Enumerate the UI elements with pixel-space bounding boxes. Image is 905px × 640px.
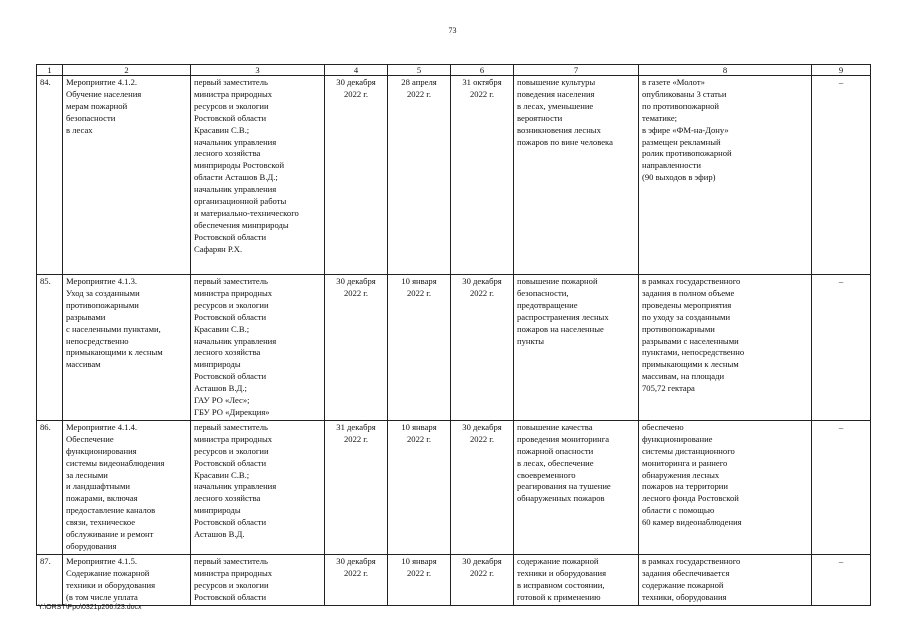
row-number: 87. <box>37 554 63 605</box>
column-header: 5 <box>388 65 451 76</box>
responsible-cell: первый заместитель министра природных ресурсов и экологии Ростовской области Красавин С.В.; начальник управления лесного хозяйства минприроды Ростовской области Асташов В.Д. <box>191 420 325 554</box>
table-row <box>37 76 871 275</box>
row-number: 86. <box>37 420 63 554</box>
column-header: 6 <box>451 65 514 76</box>
row-number: 84. <box>37 76 63 275</box>
measure-cell: Мероприятие 4.1.4. Обеспечение функционирования системы видеонаблюдения за лесными и ландшафтными пожарами, включая предоставление каналов связи, техническое обслуживание и ремонт оборудования <box>63 420 191 554</box>
column-header: 1 <box>37 65 63 76</box>
measure-cell: Мероприятие 4.1.3. Уход за созданными противопожарными разрывами с населенными пунктами, непосредственно примыкающими к лесным массивам <box>63 275 191 421</box>
column-header: 7 <box>514 65 639 76</box>
responsible-cell: первый заместитель министра природных ресурсов и экологии Ростовской области <box>191 554 325 605</box>
planned-date-cell: 30 декабря 2022 г. <box>325 76 388 275</box>
responsible-cell: первый заместитель министра природных ресурсов и экологии Ростовской области Красавин С.В.; начальник управления лесного хозяйства минприроды Ростовской области Асташов В.Д.; ГАУ РО «Лес»; ГБУ РО «Дирекция» <box>191 275 325 421</box>
planned-date-cell: 30 декабря 2022 г. <box>325 554 388 605</box>
result-cell: повышение культуры поведения населения в лесах, уменьшение вероятности возникновения лесных пожаров по вине человека <box>514 76 639 275</box>
result-cell: повышение пожарной безопасности, предотвращение распространения лесных пожаров на населенные пункты <box>514 275 639 421</box>
planned-date-cell: 30 декабря 2022 г. <box>325 275 388 421</box>
note-cell: – <box>812 420 871 554</box>
table-header-row <box>37 65 871 76</box>
start-date-cell: 10 января 2022 г. <box>388 420 451 554</box>
actual-result-cell: в рамках государственного задания обеспечивается содержание пожарной техники, оборудования <box>639 554 812 605</box>
column-header: 4 <box>325 65 388 76</box>
column-header: 3 <box>191 65 325 76</box>
start-date-cell: 10 января 2022 г. <box>388 554 451 605</box>
column-header: 8 <box>639 65 812 76</box>
end-date-cell: 31 октября 2022 г. <box>451 76 514 275</box>
actual-result-cell: в газете «Молот» опубликованы 3 статьи по противопожарной тематике; в эфире «ФМ-на-Дону» размещен рекламный ролик противопожарной направленности (90 выходов в эфир) <box>639 76 812 275</box>
table-row <box>37 420 871 554</box>
end-date-cell: 30 декабря 2022 г. <box>451 275 514 421</box>
note-cell: – <box>812 76 871 275</box>
measure-cell: Мероприятие 4.1.2. Обучение населения мерам пожарной безопасности в лесах <box>63 76 191 275</box>
end-date-cell: 30 декабря 2022 г. <box>451 554 514 605</box>
row-number: 85. <box>37 275 63 421</box>
start-date-cell: 28 апреля 2022 г. <box>388 76 451 275</box>
column-header: 2 <box>63 65 191 76</box>
actual-result-cell: обеспечено функционирование системы дистанционного мониторинга и раннего обнаружения лесных пожаров на территории лесного фонда Ростовской области с помощью 60 камер видеонаблюдения <box>639 420 812 554</box>
end-date-cell: 30 декабря 2022 г. <box>451 420 514 554</box>
measures-table <box>36 64 871 606</box>
column-header: 9 <box>812 65 871 76</box>
responsible-cell: первый заместитель министра природных ресурсов и экологии Ростовской области Красавин С.В.; начальник управления лесного хозяйства минприроды Ростовской области Асташов В.Д.; начальник управления организационной работы и материально-технического обеспечения минприроды Ростовской области Сафарян Р.Х. <box>191 76 325 275</box>
table-row <box>37 275 871 421</box>
start-date-cell: 10 января 2022 г. <box>388 275 451 421</box>
actual-result-cell: в рамках государственного задания в полном объеме проведены мероприятия по уходу за созданными противопожарными разрывами с населенными пунктами, непосредственно примыкающими к лесным массивам, на площади 705,72 гектара <box>639 275 812 421</box>
table-row <box>37 554 871 605</box>
measure-cell: Мероприятие 4.1.5. Содержание пожарной техники и оборудования (в том числе уплата <box>63 554 191 605</box>
note-cell: – <box>812 275 871 421</box>
document-file-path: Y:\ORST\Ppo\0321p206.f23.docx <box>38 604 142 611</box>
page-number: 73 <box>448 26 457 35</box>
result-cell: повышение качества проведения мониторинга пожарной опасности в лесах, обеспечение своевременного реагирования на тушение обнаруженных пожаров <box>514 420 639 554</box>
note-cell: – <box>812 554 871 605</box>
planned-date-cell: 31 декабря 2022 г. <box>325 420 388 554</box>
result-cell: содержание пожарной техники и оборудования в исправном состоянии, готовой к применению <box>514 554 639 605</box>
